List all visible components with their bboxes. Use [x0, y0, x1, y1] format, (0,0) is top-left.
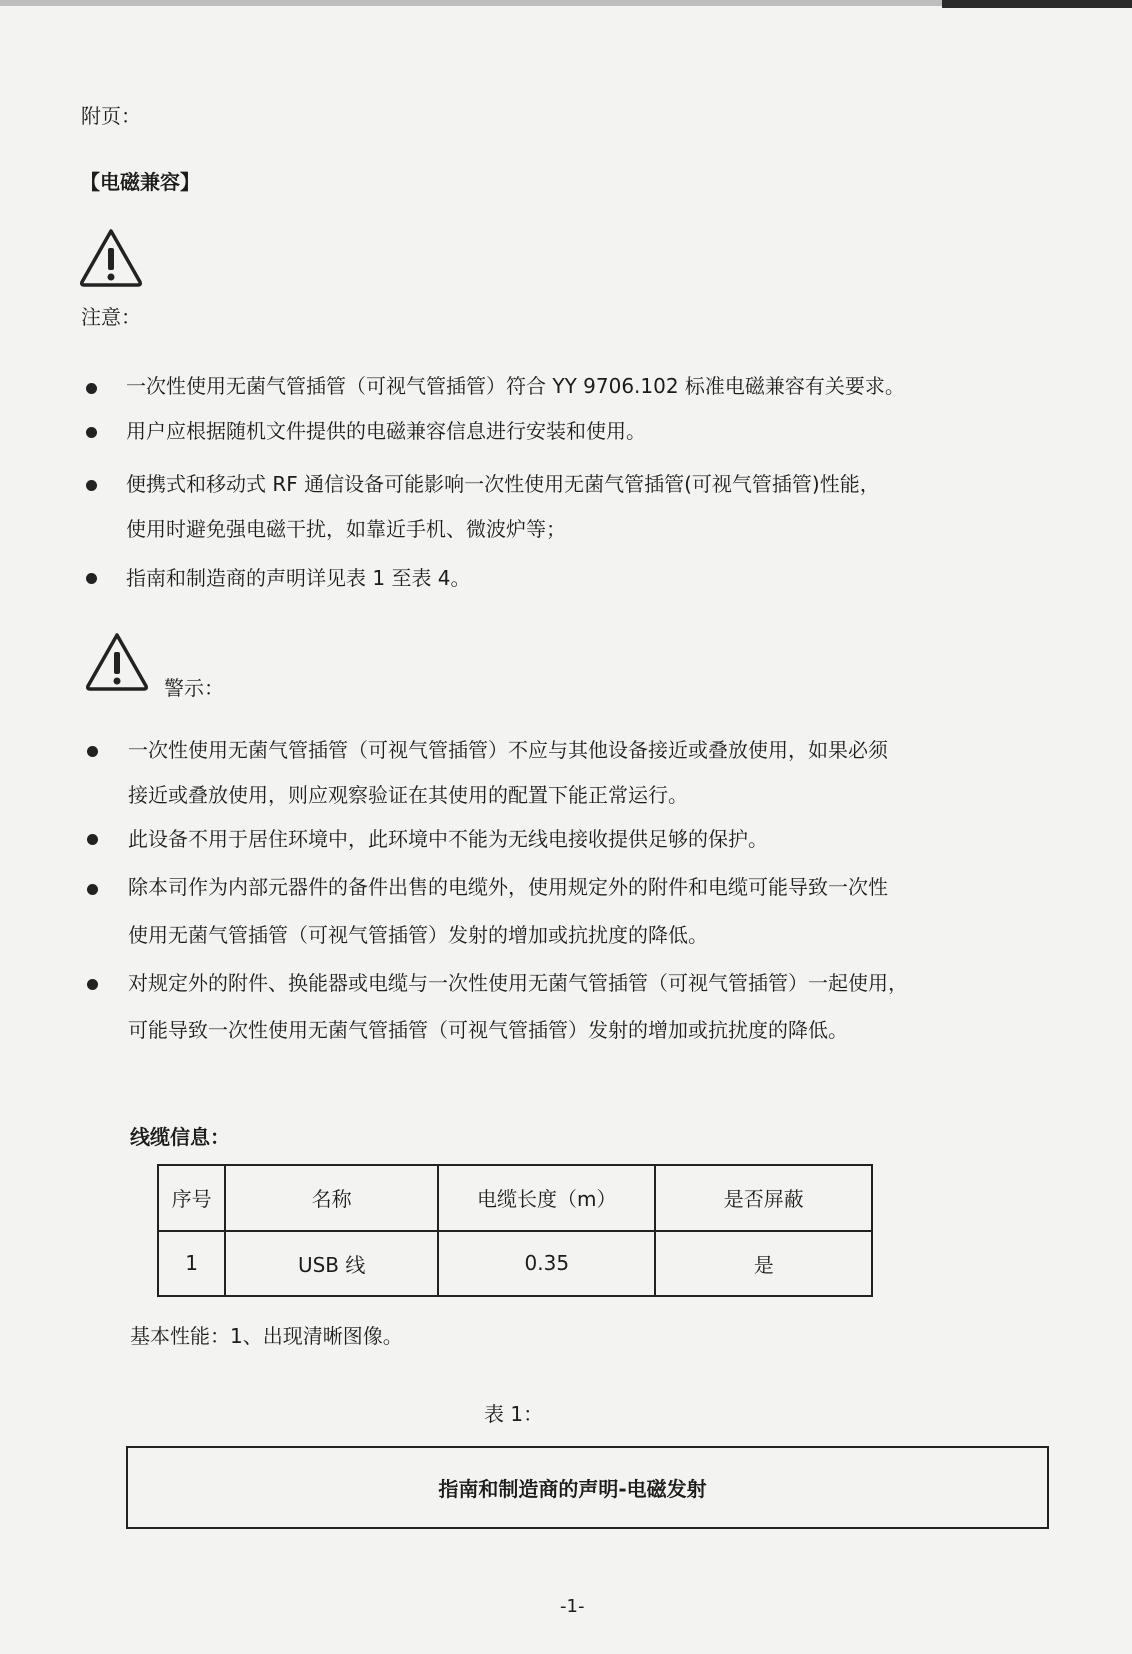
appendix-label: 附页：	[81, 104, 141, 128]
warning-item-3-cont: 使用无菌气管插管（可视气管插管）发射的增加或抗扰度的降低。	[128, 923, 708, 947]
note-item-3-cont: 使用时避免强电磁干扰，如靠近手机、微波炉等；	[126, 517, 566, 541]
bullet-dot	[87, 884, 98, 895]
note-label: 注意：	[81, 305, 141, 329]
note-item-1: 一次性使用无菌气管插管（可视气管插管）符合 YY 9706.102 标准电磁兼容有关要求。	[126, 374, 905, 398]
warning-item-4: 对规定外的附件、换能器或电缆与一次性使用无菌气管插管（可视气管插管）一起使用，	[128, 971, 908, 995]
warning-item-1-cont: 接近或叠放使用，则应观察验证在其使用的配置下能正常运行。	[128, 783, 688, 807]
bullet-dot	[86, 427, 97, 438]
note-item-3: 便携式和移动式 RF 通信设备可能影响一次性使用无菌气管插管(可视气管插管)性能，	[126, 472, 880, 496]
table1-title: 指南和制造商的声明-电磁发射	[438, 1477, 707, 1501]
basic-performance: 基本性能：1、出现清晰图像。	[130, 1324, 403, 1348]
note-item-2: 用户应根据随机文件提供的电磁兼容信息进行安装和使用。	[126, 419, 646, 443]
header-length: 电缆长度（m）	[438, 1165, 655, 1231]
cell-length: 0.35	[438, 1231, 655, 1297]
bullet-dot	[87, 746, 98, 757]
note-item-4: 指南和制造商的声明详见表 1 至表 4。	[126, 566, 471, 590]
page-number: -1-	[560, 1596, 585, 1617]
section-title: 【电磁兼容】	[80, 170, 200, 194]
table-row	[158, 1231, 872, 1297]
header-index: 序号	[158, 1165, 225, 1231]
cell-shielded: 是	[655, 1231, 872, 1297]
caution-triangle-icon	[78, 226, 144, 288]
bullet-dot	[86, 573, 97, 584]
cable-info-title: 线缆信息：	[130, 1125, 230, 1149]
header-name: 名称	[225, 1165, 438, 1231]
warning-item-4-cont: 可能导致一次性使用无菌气管插管（可视气管插管）发射的增加或抗扰度的降低。	[128, 1018, 848, 1042]
warning-triangle-icon	[84, 630, 150, 692]
bullet-dot	[87, 979, 98, 990]
warning-item-1: 一次性使用无菌气管插管（可视气管插管）不应与其他设备接近或叠放使用，如果必须	[128, 738, 888, 762]
bullet-dot	[86, 383, 97, 394]
table1-label: 表 1：	[484, 1402, 544, 1426]
cell-index: 1	[158, 1231, 225, 1297]
cell-name: USB 线	[225, 1231, 438, 1297]
warning-label: 警示：	[164, 676, 224, 700]
header-shielded: 是否屏蔽	[655, 1165, 872, 1231]
cable-info-table	[157, 1164, 873, 1297]
bullet-dot	[87, 834, 98, 845]
table1-header-box	[126, 1446, 1049, 1529]
warning-item-2: 此设备不用于居住环境中，此环境中不能为无线电接收提供足够的保护。	[128, 827, 768, 851]
scan-corner-shadow	[942, 0, 1132, 8]
warning-item-3: 除本司作为内部元器件的备件出售的电缆外，使用规定外的附件和电缆可能导致一次性	[128, 875, 888, 899]
bullet-dot	[86, 480, 97, 491]
table-header-row	[158, 1165, 872, 1231]
